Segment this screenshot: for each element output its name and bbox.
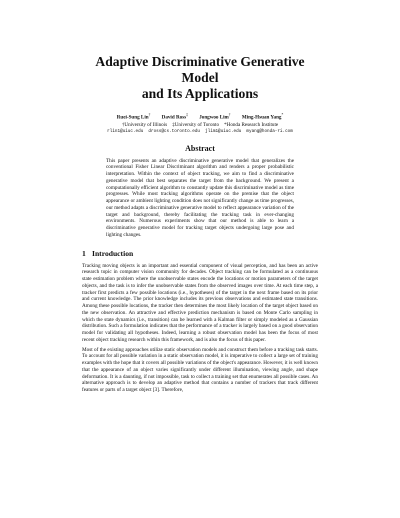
author-name: Ming-Hsuan Yang: [241, 114, 282, 121]
abstract-text: This paper presents an adaptive discriminative generative model that generalizes the conventional Fisher Linear Discriminant algorithm and renders a proper probabilistic interpretation. Within the context of object tracking, we aim to find a discriminative generative model that best separates the target from the background. We present a computationally efficient algorithm to constantly update this discriminative model as time progresses. While most tracking algorithms operate on the premise that the object appearance or ambient lighting condition does not significantly change as time progresses, our method adapts a discriminative generative model to reflect appearance variation of the target and background, thereby facilitating the tracking task in ever-changing environments. Numerous experiments show that our method is able to learn a discriminative generative model for tracking target objects undergoing large pose and lighting changes.: [106, 157, 294, 238]
author-emails: rlin1@uiuc.edu dross@cs.toronto.edu jlim1@uiuc.edu myang@honda-ri.com: [107, 128, 293, 134]
paper-title: [82, 54, 318, 102]
intro-paragraph-1: Tracking moving objects is an important and essential component of visual perception, and has been an active research topic in computer vision community for decades. Object tracking can be formulated as a continuous state estimation problem where the unobservable states encode the locations or motion parameters of the target objects, and the task is to infer the unobservable states from the observed images over time. At each time step, a tracker first predicts a few possible locations (i.e., hypotheses) of the target in the next frame based on its prior and current knowledge. The prior knowledge includes its previous observations and estimated state transitions. Among these possible locations, the tracker then determines the most likely location of the target object based on the new observation. An attractive and effective prediction mechanism is based on Monte Carlo sampling in which the state dynamics (i.e., transition) can be learned with a Kalman filter or simply modeled as a Gaussian distribution. Such a formulation indicates that the performance of a tracker is largely based on a good observation model for validating all hypotheses. Indeed, learning a robust observation model has been the focus of most recent object tracking research within this framework, and is also the focus of this paper.: [82, 262, 318, 343]
intro-paragraph-2: Most of the existing approaches utilize static observation models and construct them before a tracking task starts. To account for all possible variation in a static observation model, it is imperative to collect a large set of training examples with the hope that it covers all possible variations of the object's appearance. However, it is well known that the appearance of an object varies significantly under different illumination, viewing angle, and shape deformation. It is a daunting, if not impossible, task to collect a training set that enumerates all possible cases. An alternative approach is to develop an adaptive method that contains a number of trackers that track different features or parts of a target object [3]. Therefore,: [82, 346, 318, 394]
author-mark: †: [148, 113, 151, 117]
author-mark: *: [281, 113, 284, 117]
section-number: 1: [82, 248, 86, 258]
section-heading: [82, 249, 318, 259]
author-name: David Ross: [161, 114, 187, 121]
author-list: [82, 112, 318, 129]
affiliations: †University of Illinois ‡University of Toronto *Honda Research Institute: [121, 121, 279, 128]
title-line-1: Adaptive Discriminative Generative Model: [95, 54, 305, 85]
title-line-2: and Its Applications: [141, 86, 259, 101]
section-title: Introduction: [92, 248, 134, 258]
author-mark: ‡: [186, 113, 188, 117]
author-mark: †: [228, 113, 231, 117]
author-name: Ruei-Sung Lin: [116, 114, 149, 121]
abstract-heading: Abstract: [185, 143, 215, 153]
author-name: Jongwoo Lim: [199, 114, 229, 121]
